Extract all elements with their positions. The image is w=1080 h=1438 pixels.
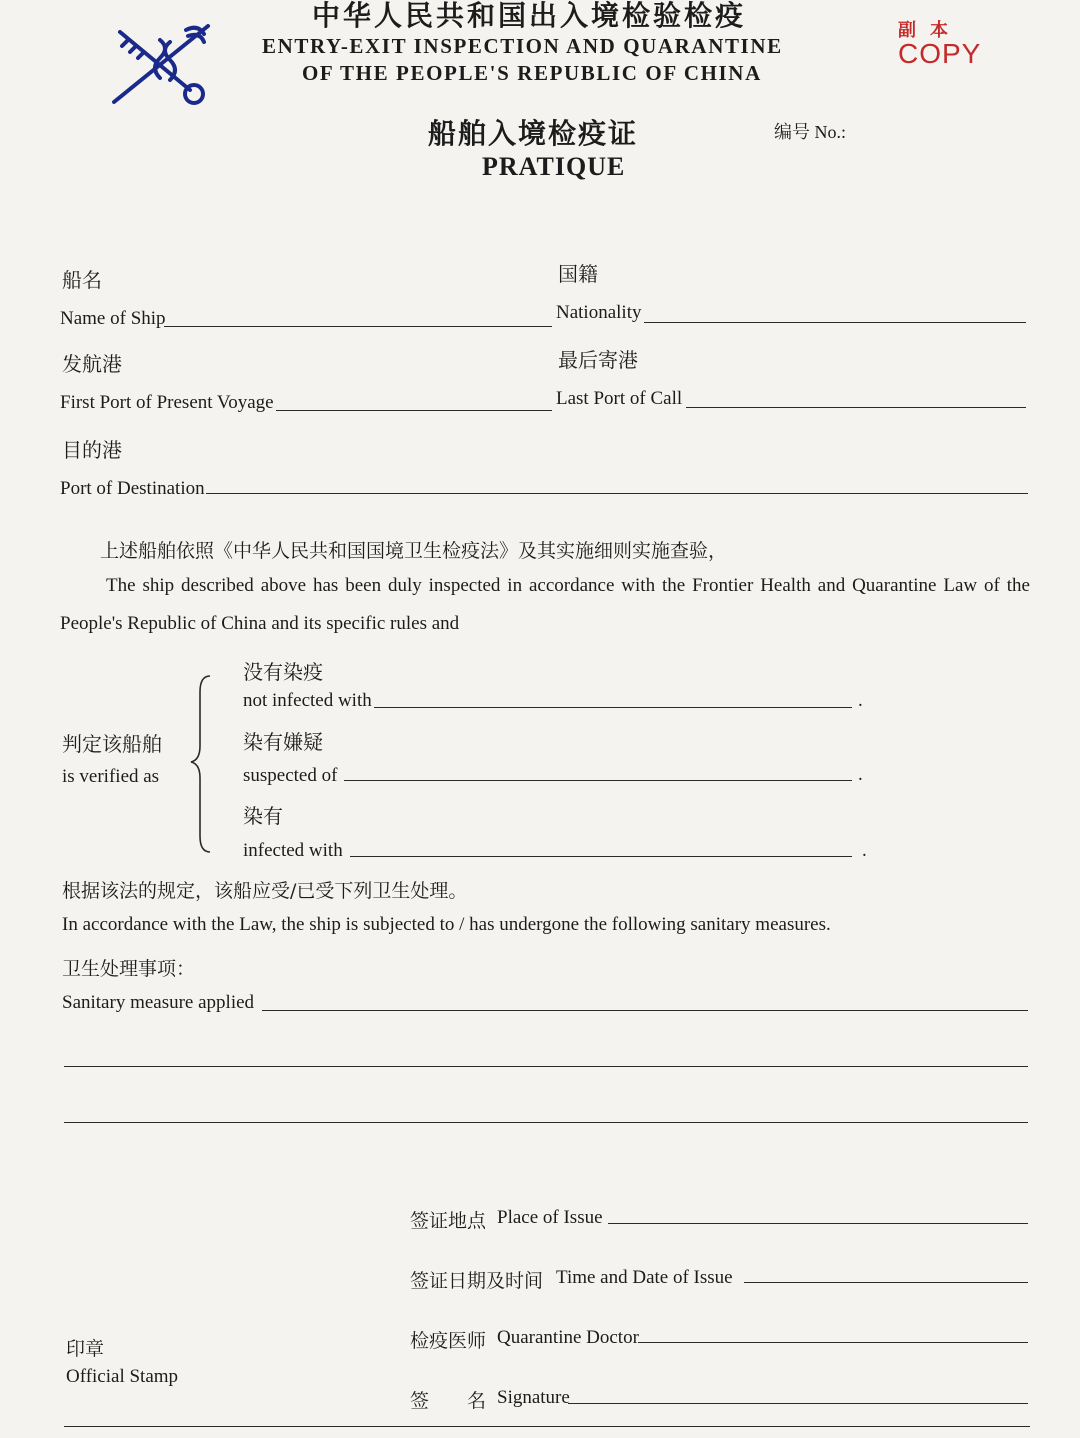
quarantine-emblem-icon — [108, 20, 218, 115]
statement-zh: 上述船舶依照《中华人民共和国国境卫生检疫法》及其实施细则实施查验， — [100, 540, 728, 562]
statement-en-line2: People's Republic of China and its specific rules and — [60, 613, 460, 634]
ship-name-label-zh: 船名 — [62, 268, 102, 292]
place-of-issue-label-en: Place of Issue — [497, 1207, 603, 1228]
nationality-label-zh: 国籍 — [558, 262, 598, 286]
org-name-en-line1: ENTRY-EXIT INSPECTION AND QUARANTINE — [262, 34, 783, 58]
first-port-label-en: First Port of Present Voyage — [60, 392, 274, 413]
signature-label-en: Signature — [497, 1387, 570, 1408]
signature-label-zh: 签 名 — [410, 1390, 487, 1412]
doctor-field[interactable] — [638, 1342, 1028, 1343]
first-port-label-zh: 发航港 — [62, 352, 122, 376]
not-infected-label-zh: 没有染疫 — [243, 660, 323, 684]
ship-name-label-en: Name of Ship — [60, 308, 166, 329]
signature-field[interactable] — [568, 1403, 1028, 1404]
infected-period: . — [862, 840, 867, 861]
document-title-zh: 船舶入境检疫证 — [428, 117, 639, 150]
sanitary-label-zh: 卫生处理事项： — [62, 958, 196, 980]
sanitary-field-line2[interactable] — [64, 1066, 1028, 1067]
destination-label-zh: 目的港 — [62, 438, 122, 462]
verdict-label-en: is verified as — [62, 766, 160, 787]
sanitary-field-line3[interactable] — [64, 1122, 1028, 1123]
statement-en-line1: The ship described above has been duly inspected in accordance with the Frontier Health and Quarantine Law of the — [106, 575, 1030, 596]
official-stamp-label-en: Official Stamp — [66, 1366, 179, 1387]
org-name-zh: 中华人民共和国出入境检验检疫 — [312, 0, 747, 32]
last-port-label-zh: 最后寄港 — [558, 348, 638, 372]
not-infected-field[interactable] — [374, 707, 852, 708]
sanitary-intro-zh: 根据该法的规定，该船应受/已受下列卫生处理。 — [62, 880, 468, 902]
suspected-period: . — [858, 764, 863, 785]
suspected-label-zh: 染有嫌疑 — [243, 730, 323, 754]
doctor-label-zh: 检疫医师 — [410, 1330, 487, 1352]
nationality-field[interactable] — [644, 322, 1026, 323]
time-of-issue-field[interactable] — [744, 1282, 1028, 1283]
official-stamp-label-zh: 印章 — [66, 1338, 105, 1360]
infected-label-en: infected with — [243, 840, 343, 861]
document-title-en: PRATIQUE — [482, 152, 626, 181]
first-port-field[interactable] — [276, 410, 552, 411]
last-port-field[interactable] — [686, 407, 1026, 408]
not-infected-label-en: not infected with — [243, 690, 372, 711]
nationality-label-en: Nationality — [556, 302, 642, 323]
org-name-en-line2: OF THE PEOPLE'S REPUBLIC OF CHINA — [302, 61, 762, 85]
sanitary-intro-en: In accordance with the Law, the ship is subjected to / has undergone the following sanitary measures. — [62, 914, 831, 935]
time-of-issue-label-zh: 签证日期及时间 — [410, 1270, 544, 1292]
destination-field[interactable] — [206, 493, 1028, 494]
place-of-issue-label-zh: 签证地点 — [410, 1210, 487, 1232]
suspected-label-en: suspected of — [243, 765, 338, 786]
footer-divider — [64, 1426, 1030, 1427]
not-infected-period: . — [858, 690, 863, 711]
document-number-label: 编号 No.: — [774, 122, 846, 142]
copy-stamp-en: COPY — [898, 38, 982, 69]
place-of-issue-field[interactable] — [608, 1223, 1028, 1224]
infected-label-zh: 染有 — [243, 804, 283, 828]
last-port-label-en: Last Port of Call — [556, 388, 683, 409]
time-of-issue-label-en: Time and Date of Issue — [556, 1267, 733, 1288]
destination-label-en: Port of Destination — [60, 478, 205, 499]
infected-field[interactable] — [350, 856, 852, 857]
suspected-field[interactable] — [344, 780, 852, 781]
doctor-label-en: Quarantine Doctor — [497, 1327, 639, 1348]
verdict-brace-icon — [188, 672, 214, 856]
verdict-label-zh: 判定该船舶 — [62, 732, 162, 756]
sanitary-field-line1[interactable] — [262, 1010, 1028, 1011]
copy-stamp-zh: 副本 — [898, 20, 962, 41]
sanitary-label-en: Sanitary measure applied — [62, 992, 255, 1013]
ship-name-field[interactable] — [164, 326, 552, 327]
